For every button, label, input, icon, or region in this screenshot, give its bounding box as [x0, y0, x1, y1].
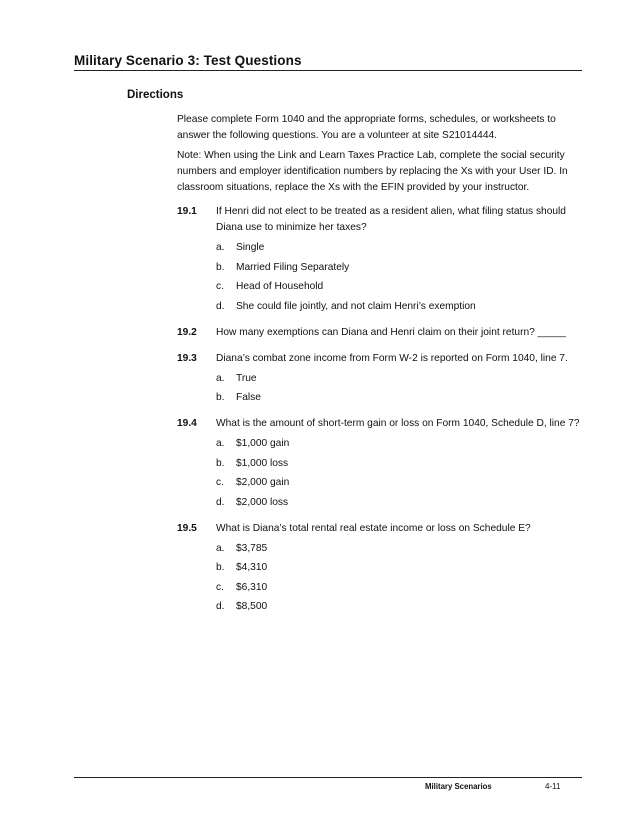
footer-section-title: Military Scenarios	[425, 782, 492, 791]
question-text: What is Diana’s total rental real estate income or loss on Schedule E?	[216, 522, 531, 534]
option-text: $2,000 gain	[236, 477, 290, 488]
answer-option	[216, 279, 587, 295]
option-text: $6,310	[236, 581, 268, 593]
question-text: If Henri did not elect to be treated as a resident alien, what filing status should Diana use to minimize her taxes?	[216, 206, 566, 233]
question-number: 19.4	[177, 418, 197, 429]
question-19-3	[177, 351, 587, 407]
directions-heading: Directions	[127, 89, 184, 101]
directions-note: Note: When using the Link and Learn Taxes Practice Lab, complete the social security numbers and employer identification numbers by replacing the Xs with your User ID. In classroom situations, replace the Xs with the EFIN provided by your instructor.	[177, 150, 568, 193]
answer-options	[216, 371, 587, 407]
answer-option	[216, 371, 587, 387]
option-text: $2,000 loss	[236, 496, 289, 508]
option-text: Head of Household	[236, 281, 324, 292]
answer-option	[216, 240, 587, 256]
question-19-1	[177, 204, 587, 315]
answer-option	[216, 541, 587, 557]
option-text: She could file jointly, and not claim Henri’s exemption	[236, 300, 476, 312]
option-text: Married Filing Separately	[236, 261, 350, 273]
question-19-2	[177, 325, 587, 341]
question-text: How many exemptions can Diana and Henri claim on their joint return? _____	[216, 326, 566, 338]
option-text: True	[236, 372, 257, 384]
option-text: $1,000 loss	[236, 457, 289, 469]
option-letter: d.	[216, 601, 225, 612]
page-number: 4-11	[545, 782, 561, 791]
directions-paragraph: Please complete Form 1040 and the appropriate forms, schedules, or worksheets to answer the following questions. You are a volunteer at site S21014444.	[177, 114, 556, 141]
option-letter: b.	[216, 392, 225, 403]
question-text: What is the amount of short-term gain or loss on Form 1040, Schedule D, line 7?	[216, 418, 580, 429]
option-letter: b.	[216, 261, 225, 273]
answer-option	[216, 299, 587, 315]
answer-option	[216, 475, 587, 491]
answer-option	[216, 495, 587, 511]
option-letter: c.	[216, 581, 224, 593]
option-text: False	[236, 392, 261, 403]
question-19-4	[177, 416, 587, 511]
question-number: 19.3	[177, 352, 197, 364]
answer-option	[216, 260, 587, 276]
option-letter: a.	[216, 372, 225, 384]
question-number: 19.1	[177, 206, 197, 217]
option-letter: b.	[216, 457, 225, 469]
answer-options	[216, 541, 587, 616]
question-number: 19.5	[177, 522, 197, 534]
question-number: 19.2	[177, 326, 197, 338]
option-letter: c.	[216, 281, 224, 292]
answer-option	[216, 436, 587, 452]
title-divider	[74, 70, 582, 71]
option-letter: a.	[216, 242, 225, 253]
option-letter: d.	[216, 300, 225, 312]
footer-divider	[74, 777, 582, 778]
answer-options	[216, 240, 587, 315]
option-text: $3,785	[236, 542, 268, 554]
answer-option	[216, 599, 587, 615]
option-text: $4,310	[236, 562, 268, 573]
option-letter: a.	[216, 438, 225, 449]
option-letter: d.	[216, 496, 225, 508]
option-letter: b.	[216, 562, 225, 573]
option-text: $1,000 gain	[236, 438, 290, 449]
option-letter: c.	[216, 477, 224, 488]
question-list	[177, 204, 587, 615]
option-letter: a.	[216, 542, 225, 554]
answer-option	[216, 456, 587, 472]
option-text: Single	[236, 242, 265, 253]
page-title: Military Scenario 3: Test Questions	[74, 53, 302, 68]
option-text: $8,500	[236, 601, 268, 612]
answer-option	[216, 580, 587, 596]
answer-option	[216, 560, 587, 576]
question-19-5	[177, 521, 587, 616]
question-text: Diana’s combat zone income from Form W-2 is reported on Form 1040, line 7.	[216, 352, 568, 364]
content-body	[177, 112, 587, 619]
answer-options	[216, 436, 587, 511]
answer-option	[216, 390, 587, 406]
